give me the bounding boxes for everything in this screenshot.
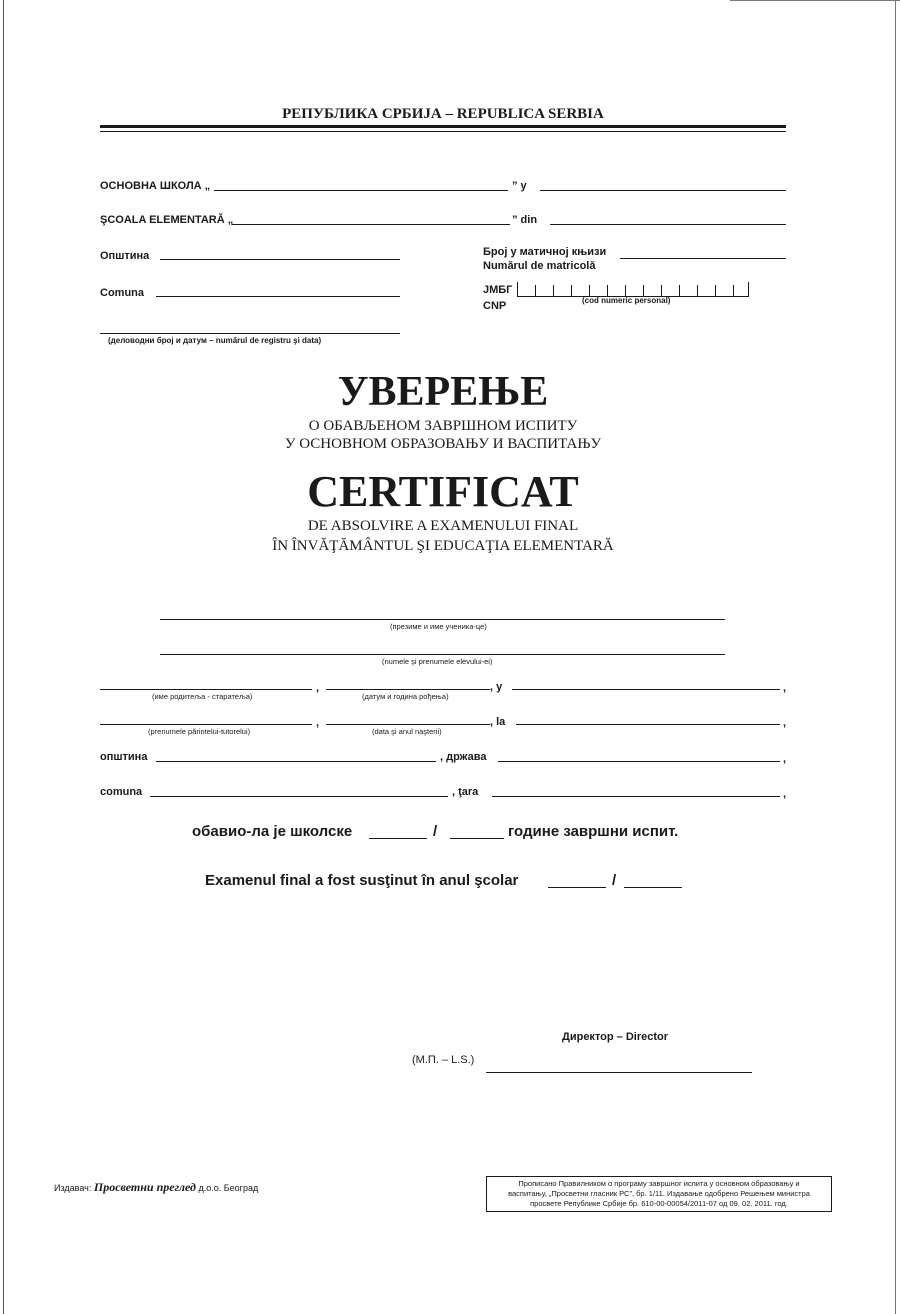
comma-1: ,	[316, 682, 320, 694]
school-label-ro: ŞCOALA ELEMENTARĂ „	[100, 214, 234, 226]
student-name-caption-sr: (презиме и име ученика-це)	[390, 622, 487, 631]
parent-name-field-ro[interactable]	[100, 724, 312, 725]
subtitle-ro-1: DE ABSOLVIRE A EXAMENULUI FINAL	[307, 518, 579, 534]
exam-year-from-field-ro[interactable]	[548, 887, 606, 888]
top-edge-mark	[730, 0, 900, 1]
comma-4: ,	[783, 717, 787, 729]
subtitle-sr-1: О ОБАВЉЕНОМ ЗАВРШНОМ ИСПИТУ	[308, 418, 578, 434]
student-municipality-label-ro: comuna	[100, 786, 143, 798]
dob-caption-ro: (data şi anul naşterii)	[372, 727, 442, 736]
republic-header: РЕПУБЛИКА СРБИЈА – REPUBLICA SERBIA	[282, 106, 604, 122]
place-label-ro: , la	[490, 716, 506, 728]
right-page-edge	[895, 0, 896, 1314]
student-municipality-field-sr[interactable]	[156, 761, 436, 762]
dob-field-sr[interactable]	[326, 689, 490, 690]
dob-caption-sr: (датум и година рођења)	[362, 692, 449, 701]
exam-year-to-field-sr[interactable]	[450, 838, 504, 839]
regulation-line-2: васпитању, „Просветни гласник РС”, бр. 1/11. Издавање одобрено Решењем министра	[508, 1189, 810, 1198]
jmbg-digit-boxes[interactable]	[517, 282, 749, 297]
left-page-edge	[3, 0, 4, 1314]
country-field-sr[interactable]	[498, 761, 780, 762]
student-name-caption-ro: (numele şi prenumele elevului-ei)	[382, 657, 493, 666]
comma-5: ,	[783, 753, 787, 765]
register-number-field[interactable]	[620, 258, 786, 259]
school-place-field-sr[interactable]	[540, 190, 786, 191]
director-label: Директор – Director	[562, 1031, 669, 1043]
country-label-ro: , ţara	[452, 786, 479, 798]
student-name-field-ro[interactable]	[160, 654, 725, 655]
birthplace-field-sr[interactable]	[512, 689, 780, 690]
municipality-label-sr: Општина	[100, 250, 150, 262]
subtitle-ro-2: ÎN ÎNVĂŢĂMÂNTUL ŞI EDUCAŢIA ELEMENTARĂ	[272, 538, 614, 554]
director-signature-field[interactable]	[486, 1072, 752, 1073]
registry-number-field[interactable]	[100, 333, 400, 334]
regulation-line-1: Прописано Правилником о програму завршног испита у основном образовању и	[518, 1179, 800, 1188]
student-municipality-field-ro[interactable]	[150, 796, 448, 797]
jmbg-label: ЈМБГ	[483, 284, 513, 296]
seal-label: (М.П. – L.S.)	[412, 1054, 475, 1066]
publisher-rest: д.о.о. Београд	[198, 1183, 259, 1193]
cnp-note: (cod numeric personal)	[582, 296, 671, 305]
comma-6: ,	[783, 788, 787, 800]
exam-text-ro: Examenul final a fost susţinut în anul şcolar	[205, 872, 519, 889]
register-label-ro: Numărul de matricolă	[483, 260, 596, 272]
country-label-sr: , држава	[440, 751, 487, 763]
birthplace-field-ro[interactable]	[516, 724, 780, 725]
school-quote-place-sr: ” у	[512, 180, 527, 192]
school-name-field-ro[interactable]	[232, 224, 510, 225]
publisher-label	[54, 1180, 258, 1195]
parent-caption-ro: (prenumele părintelui-tutorelui)	[148, 727, 251, 736]
municipality-field-sr[interactable]	[160, 259, 400, 260]
dob-field-ro[interactable]	[326, 724, 490, 725]
comma-2: ,	[783, 682, 787, 694]
exam-text-sr-a: обавио-ла је школске	[192, 823, 353, 840]
exam-year-from-field-sr[interactable]	[369, 838, 427, 839]
school-place-field-ro[interactable]	[550, 224, 786, 225]
country-field-ro[interactable]	[492, 796, 780, 797]
header-rule-thick	[100, 125, 786, 128]
exam-text-sr-b: године завршни испит.	[508, 823, 679, 840]
header-rule-thin	[100, 131, 786, 132]
regulation-line-3: просвете Републике Србије бр. 610-00-00054/2011-07 од 09. 02. 2011. год.	[530, 1199, 788, 1208]
cnp-label: CNP	[483, 300, 507, 312]
title-ro: CERTIFICAT	[307, 467, 579, 516]
parent-caption-sr: (име родитеља - старатеља)	[152, 692, 253, 701]
register-label-sr: Број у матичној књизи	[483, 246, 607, 258]
place-label-sr: , у	[490, 681, 503, 693]
school-quote-place-ro: ” din	[512, 214, 538, 226]
publisher-label-text: Издавач:	[54, 1183, 92, 1193]
parent-name-field-sr[interactable]	[100, 689, 312, 690]
registry-caption: (деловодни број и датум – numărul de registru şi data)	[108, 336, 322, 345]
municipality-field-ro[interactable]	[156, 296, 400, 297]
municipality-label-ro: Comuna	[100, 287, 144, 299]
school-label-sr: ОСНОВНА ШКОЛА „	[100, 180, 211, 192]
student-municipality-label-sr: општина	[100, 751, 148, 763]
exam-slash-ro: /	[612, 872, 617, 889]
student-name-field-sr[interactable]	[160, 619, 725, 620]
title-sr: УВЕРЕЊЕ	[337, 369, 549, 415]
school-name-field-sr[interactable]	[214, 190, 508, 191]
comma-3: ,	[316, 717, 320, 729]
subtitle-sr-2: У ОСНОВНОМ ОБРАЗОВАЊУ И ВАСПИТАЊУ	[284, 436, 602, 452]
publisher-logo: Просветни преглед	[93, 1180, 196, 1194]
exam-slash-sr: /	[433, 823, 438, 840]
exam-year-to-field-ro[interactable]	[624, 887, 682, 888]
